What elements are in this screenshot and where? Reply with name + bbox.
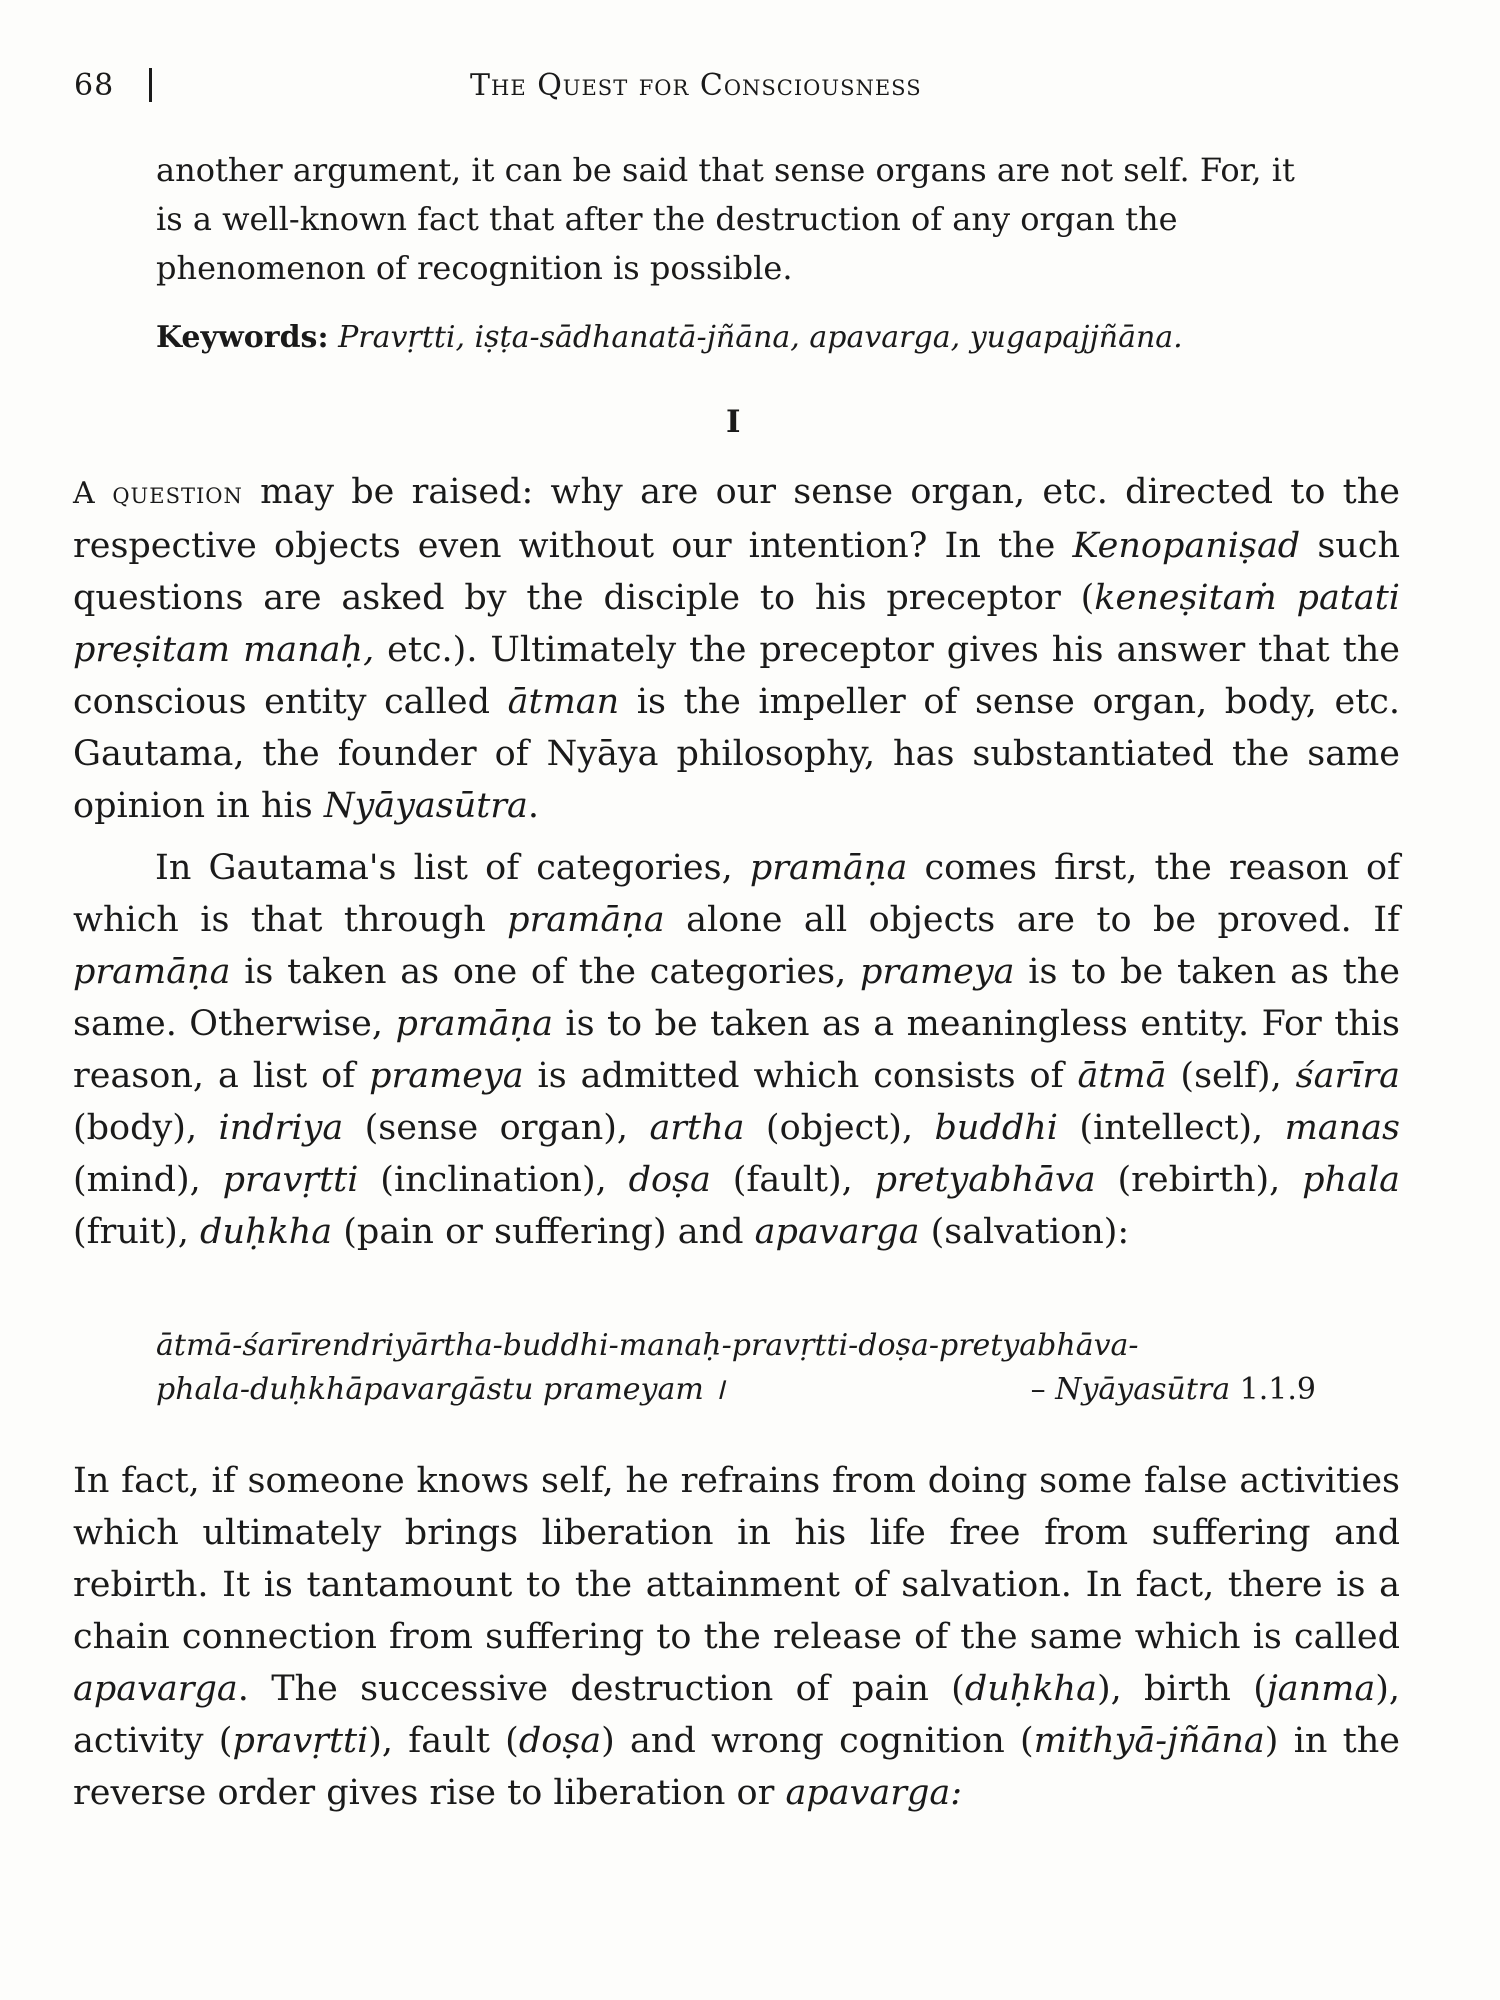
running-head xyxy=(70,62,1400,112)
para2-italic: manas xyxy=(1284,1108,1400,1148)
para2-span: is to be taken as the same. Otherwise, xyxy=(73,952,1400,1044)
para2-span: (self), xyxy=(1166,1056,1296,1096)
keywords-values: Pravṛtti, iṣṭa-sādhanatā-jñāna, apavarga, yugapajjñāna. xyxy=(338,320,1183,355)
para2-italic: śarīra xyxy=(1295,1056,1400,1096)
para2-italic: duḥkha xyxy=(200,1212,333,1252)
para2-italic: apavarga xyxy=(754,1212,920,1252)
para1-span: etc.). Ultimately the preceptor gives his answer that the conscious entity called xyxy=(73,630,1400,722)
para3-span: ), fault ( xyxy=(368,1721,519,1761)
para1-italic: Kenopaniṣad xyxy=(1072,526,1301,566)
quote-line-2: phala-duḥkhāpavargāstu prameyam । xyxy=(156,1372,725,1407)
para2-italic: pretyabhāva xyxy=(874,1160,1096,1200)
sutra-quotation xyxy=(156,1324,1316,1412)
para2-italic: indriya xyxy=(218,1108,344,1148)
citation-work: Nyāyasūtra xyxy=(1055,1372,1231,1407)
para2-span: (inclination), xyxy=(358,1160,629,1200)
para3-span: ) in the reverse order gives rise to liberation or xyxy=(73,1721,1401,1813)
para3-span: In fact, if someone knows self, he refrains from doing some false activities which ultimately brings liberation in his life free from suffering and rebirth. It is tantamount to the attainment of salvation. In fact, there is a chain connection from suffering to the release of the same which is called xyxy=(73,1461,1400,1657)
quote-line-1: ātmā-śarīrendriyārtha-buddhi-manaḥ-pravṛtti-doṣa-pretyabhāva- xyxy=(156,1328,1139,1363)
paragraph-3 xyxy=(73,1455,1400,1819)
para3-italic: doṣa xyxy=(518,1721,602,1761)
para2-span: (fault), xyxy=(710,1160,875,1200)
para2-italic: prameya xyxy=(859,952,1015,992)
paragraph-1 xyxy=(73,466,1400,832)
para2-span: (pain or suffering) and xyxy=(332,1212,755,1252)
para1-span: such questions are asked by the disciple to his preceptor ( xyxy=(73,526,1400,618)
para3-italic: duḥkha xyxy=(964,1669,1097,1709)
para2-span: (body), xyxy=(73,1108,219,1148)
para3-italic: janma xyxy=(1266,1669,1376,1709)
para3-italic: pravṛtti xyxy=(232,1721,369,1761)
citation-dash: – xyxy=(1030,1372,1056,1407)
page-number-divider xyxy=(149,68,152,102)
para3-italic: mithyā-jñāna xyxy=(1033,1721,1265,1761)
para3-italic: apavarga: xyxy=(785,1773,963,1813)
para2-italic: pramāṇa xyxy=(73,952,231,992)
para2-italic: buddhi xyxy=(934,1108,1058,1148)
para2-span: alone all objects are to be proved. If xyxy=(664,900,1400,940)
para2-span: (mind), xyxy=(73,1160,223,1200)
para2-span: (sense organ), xyxy=(343,1108,650,1148)
para1-italic: ātman xyxy=(507,682,620,722)
para2-span: is to be taken as a meaningless entity. For this reason, a list of xyxy=(73,1004,1401,1096)
para1-span: . xyxy=(527,786,540,826)
para2-span: In Gautama's list of categories, xyxy=(155,848,750,888)
para2-italic: doṣa xyxy=(628,1160,711,1200)
para2-italic: ātmā xyxy=(1077,1056,1167,1096)
para2-span: (intellect), xyxy=(1058,1108,1285,1148)
para3-span: . The successive destruction of pain ( xyxy=(237,1669,965,1709)
para1-span: may be raised: why are our sense organ, etc. directed to the respective objects even without our intention? In the xyxy=(73,472,1400,566)
citation-ref: 1.1.9 xyxy=(1230,1372,1316,1407)
para2-span: comes first, the reason of which is that through xyxy=(73,848,1400,940)
para1-italic: keneṣitaṁ patati preṣitam manaḥ, xyxy=(73,578,1401,670)
quote-line-2-row xyxy=(156,1368,1316,1412)
para3-span: ), birth ( xyxy=(1096,1669,1267,1709)
para2-italic: artha xyxy=(649,1108,745,1148)
para2-span: (rebirth), xyxy=(1095,1160,1303,1200)
para2-span: (fruit), xyxy=(73,1212,201,1252)
para1-span: is the impeller of sense organ, body, etc. Gautama, the founder of Nyāya philosophy, has substantiated the same opinion in his xyxy=(73,682,1401,826)
section-heading: I xyxy=(726,404,741,440)
quote-citation xyxy=(1031,1368,1316,1412)
para2-italic: pravṛtti xyxy=(222,1160,359,1200)
abstract-text: another argument, it can be said that sense organs are not self. For, it is a well-known fact that after the destruction of any organ the phenomenon of recognition is possible. xyxy=(156,151,1295,287)
book-title: The Quest for Consciousness xyxy=(470,68,922,103)
para3-italic: apavarga xyxy=(73,1669,238,1709)
para2-span: (object), xyxy=(744,1108,935,1148)
para2-span: is taken as one of the categories, xyxy=(230,952,860,992)
para2-span: (salvation): xyxy=(919,1212,1130,1252)
para2-span: is admitted which consists of xyxy=(523,1056,1078,1096)
keywords-label: Keywords: xyxy=(156,320,329,355)
keywords-line xyxy=(156,316,1356,360)
para3-span: ), activity ( xyxy=(73,1669,1401,1761)
paragraph-2 xyxy=(73,842,1400,1258)
para2-italic: pramāṇa xyxy=(749,848,908,888)
para1-span: A question xyxy=(73,476,243,511)
para1-italic: Nyāyasūtra xyxy=(323,786,528,826)
page-number: 68 xyxy=(74,68,115,103)
para2-italic: pramāṇa xyxy=(395,1004,553,1044)
para2-italic: phala xyxy=(1302,1160,1401,1200)
para2-italic: prameya xyxy=(369,1056,524,1096)
para3-span: ) and wrong cognition ( xyxy=(601,1721,1034,1761)
para2-italic: pramāṇa xyxy=(507,900,665,940)
